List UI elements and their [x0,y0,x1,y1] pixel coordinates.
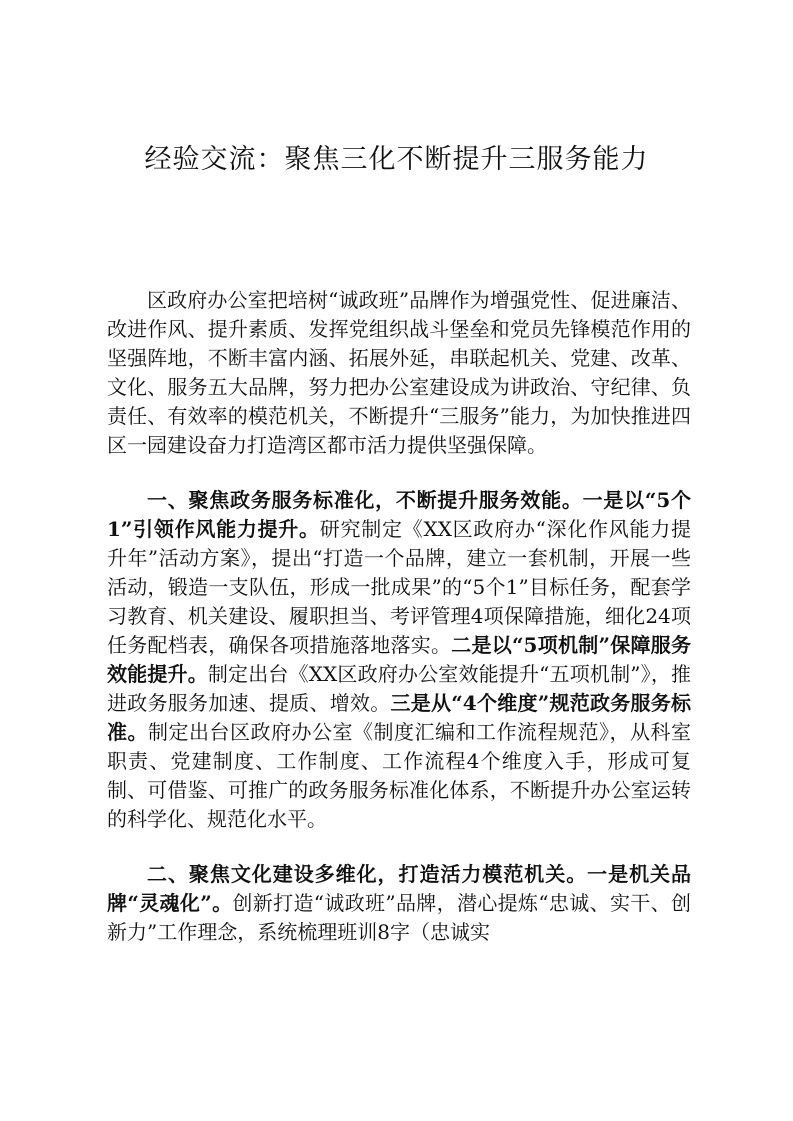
section-2-item-1-lead: 一是机关品牌“灵魂化”。 [107,862,692,915]
section-1-heading: 一、聚焦政务服务标准化，不断提升服务效能。 [147,488,583,512]
section-1-item-3-lead: 三是从“4个维度”规范政务服务标准。 [107,691,691,744]
document-body [107,286,691,973]
section-1-item-1-text: 研究制定《XX区政府办“深化作风能力提升年”活动方案》，提出“打造一个品牌，建立一套机制，开展一些活动，锻造一支队伍，形成一批成果”的“5个1”目标任务，配套学习教育、机关建设、履职担当、考评管理4项保障措施，细化24项任务配档表，确保各项措施落地落实。 [107,517,691,657]
section-1-item-3-text: 制定出台区政府办公室《制度汇编和工作流程规范》，从科室职责、党建制度、工作制度、工作流程4个维度入手，形成可复制、可借鉴、可推广的政务服务标准化体系，不断提升办公室运转的科学化、规范化水平。 [107,720,691,831]
document-title: 经验交流：聚焦三化不断提升三服务能力 [144,144,649,175]
section-2-heading: 二、聚焦文化建设多维化，打造活力模范机关。 [147,862,588,886]
section-1-paragraph [107,486,691,834]
section-2-paragraph [107,860,691,947]
section-1-item-2-text: 制定出台《XX区政府办公室效能提升“五项机制”》，推进政务服务加速、提质、增效。 [107,662,691,715]
intro-paragraph: 区政府办公室把培树“诚政班”品牌作为增强党性、促进廉洁、改进作风、提升素质、发挥党组织战斗堡垒和党员先锋模范作用的坚强阵地，不断丰富内涵、拓展外延，串联起机关、党建、改革、文化、服务五大品牌，努力把办公室建设成为讲政治、守纪律、负责任、有效率的模范机关，不断提升“三服务”能力，为加快推进四区一园建设奋力打造湾区都市活力提供坚强保障。 [107,288,691,457]
section-1-item-1-lead: 一是以“5个1”引领作风能力提升。 [107,488,692,541]
section-2-item-1-text: 创新打造“诚政班”品牌，潜心提炼“忠诚、实干、创新力”工作理念，系统梳理班训8字（忠诚实 [107,891,691,944]
section-1-item-2-lead: 二是以“5项机制”保障服务效能提升。 [107,633,691,686]
